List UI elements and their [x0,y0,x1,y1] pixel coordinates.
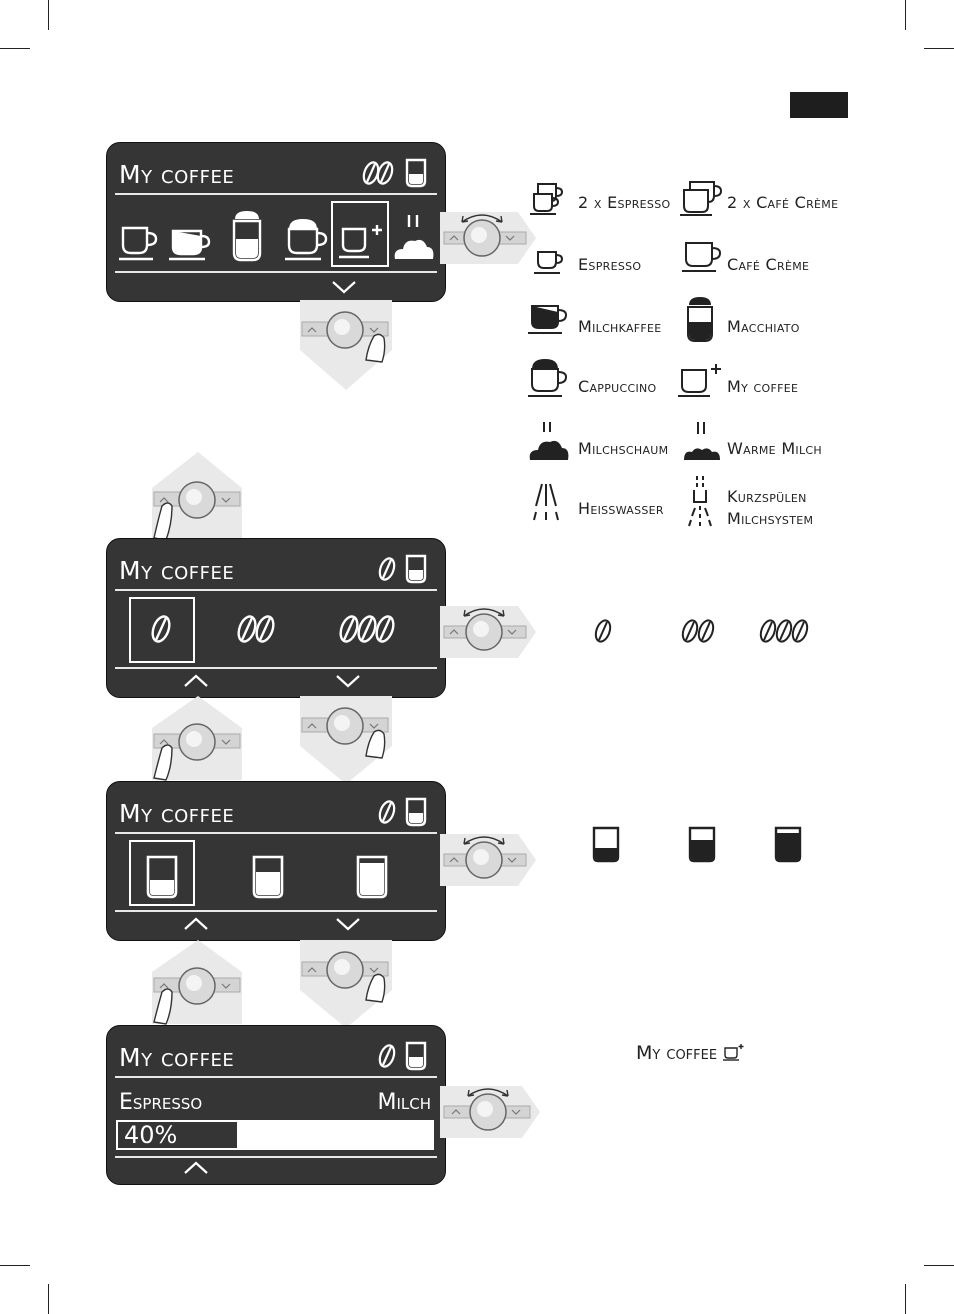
espresso-cup-icon [119,223,161,261]
milchschaum-icon [528,420,570,462]
crop-mark [924,1265,954,1266]
chevron-down-icon [335,916,361,932]
bean-triple-icon [758,616,818,646]
espresso-icon [534,250,568,276]
bean-icon [592,616,616,646]
screen-title: My coffee [119,799,235,828]
legend-kurzspuelen-line2: Milchsystem [727,509,814,528]
volume-indicator-icon [377,796,433,828]
press-down-knob-icon[interactable] [300,300,392,390]
cappuccino-icon [528,356,568,398]
legend-cappuccino: Cappuccino [578,377,657,396]
display-screen-strength [106,538,446,698]
glass-small-icon [592,826,622,864]
display-screen-beverage [106,142,446,302]
milchkaffee-icon [528,302,570,336]
chevron-up-icon [183,673,209,689]
display-screen-volume [106,781,446,941]
legend-espresso: Espresso [578,255,642,274]
legend-warme-milch: Warme Milch [727,439,822,458]
ratio-indicator-icon [377,1040,433,1072]
chevron-down-icon [335,673,361,689]
glass-small-icon [145,854,179,900]
my-coffee-small-icon [723,1043,745,1061]
cafe-creme-icon [682,240,722,274]
kurzspuelen-icon [686,474,716,528]
bean-triple-icon [337,611,403,647]
legend-heisswasser: Heisswasser [578,499,664,518]
crop-mark [905,1284,906,1314]
legend-macchiato: Macchiato [727,317,800,336]
chevron-up-icon [183,916,209,932]
rotary-knob-icon[interactable] [440,830,536,890]
glass-large-icon [774,826,804,864]
macchiato-glass-icon [231,209,263,263]
ratio-left-label: Espresso [119,1090,203,1115]
cappuccino-cup-icon [285,215,329,261]
ratio-right-label: Milch [377,1090,431,1115]
rotary-knob-icon[interactable] [440,602,536,662]
double-cafe-creme-icon [680,180,724,216]
legend-milchschaum: Milchschaum [578,439,669,458]
legend-kurzspuelen-line1: Kurzspülen [727,487,807,506]
ratio-value: 40% [124,1121,178,1149]
warme-milch-icon [682,420,722,462]
display-screen-ratio [106,1025,446,1185]
legend-cafe-creme: Café Crème [727,255,810,274]
legend-my-coffee: My coffee [727,377,799,396]
screen-title: My coffee [119,160,235,189]
double-espresso-icon [530,182,570,216]
chevron-up-icon [183,1160,209,1176]
legend-double-cafe-creme: 2 x Café Crème [727,193,839,212]
press-up-knob-icon[interactable] [152,452,242,540]
milk-foam-icon [393,213,437,263]
heisswasser-icon [528,482,564,526]
language-tab [790,92,848,118]
macchiato-icon [686,296,714,344]
crop-mark [905,0,906,30]
my-coffee-note-text: My coffee [636,1042,718,1064]
press-up-knob-icon[interactable] [152,940,242,1024]
screen-title: My coffee [119,556,235,585]
strength-indicator-icon [361,157,431,189]
crop-mark [48,0,49,30]
glass-medium-icon [688,826,718,864]
crop-mark [924,48,954,49]
my-coffee-icon [680,362,722,398]
crop-mark [0,48,30,49]
my-coffee-note [636,1042,745,1064]
bean-icon [149,611,175,647]
rotary-knob-icon[interactable] [440,208,536,268]
rotary-knob-icon[interactable] [440,1082,540,1142]
bean-double-icon [235,611,281,647]
strength-indicator-icon [377,553,433,585]
crop-mark [48,1284,49,1314]
glass-medium-icon [251,854,285,900]
chevron-down-icon [331,279,357,295]
milchkaffee-cup-icon [171,227,213,261]
press-down-knob-icon[interactable] [300,940,392,1028]
screen-title: My coffee [119,1043,235,1072]
legend-double-espresso: 2 x Espresso [578,193,671,212]
legend-milchkaffee: Milchkaffee [578,317,662,336]
crop-mark [0,1265,30,1266]
glass-large-icon [355,854,389,900]
my-coffee-cup-icon [341,223,385,259]
press-down-knob-icon[interactable] [300,696,392,784]
press-up-knob-icon[interactable] [152,696,242,780]
bean-double-icon [680,616,720,646]
